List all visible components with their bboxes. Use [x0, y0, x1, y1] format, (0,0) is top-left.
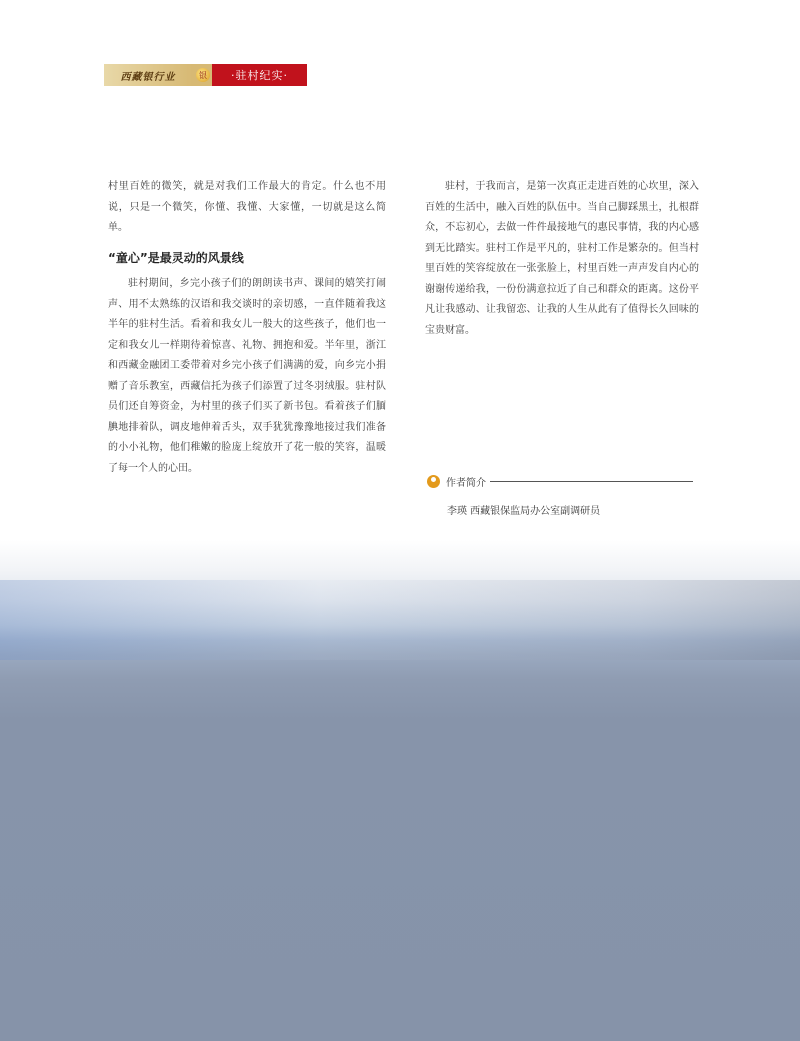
author-label: 作者简介 [446, 477, 486, 489]
paragraph-children: 驻村期间，乡完小孩子们的朗朗读书声、课间的嬉笑打闹声、用不太熟练的汉语和我交谈时的亲切感，一直伴随着我这半年的驻村生活。看着和我女儿一般大的这些孩子，他们也一定和我女儿一样期待着惊喜、礼物、拥抱和爱。半年里，浙江和西藏金融团工委带着对乡完小孩子们满满的爱，向乡完小捐赠了音乐教室，西藏信托为孩子们添置了过冬羽绒服。驻村队员们还自筹资金，为村里的孩子们买了新书包。看着孩子们腼腆地排着队，调皮地伸着舌头，双手犹犹豫豫地接过我们准备的小小礼物，他们稚嫩的脸庞上绽放开了花一般的笑容，温暖了每一个人的心田。 [108, 278, 386, 474]
author-heading [427, 472, 693, 490]
right-column [425, 177, 699, 341]
divider [490, 481, 693, 482]
page-header [104, 64, 307, 86]
person-icon [427, 475, 440, 488]
paragraph-village: 驻村，于我而言，是第一次真正走进百姓的心坎里，深入百姓的生活中，融入百姓的队伍中。当自己脚踩黑土，扎根群众，不忘初心，去做一件件最接地气的惠民事情，我的内心感到无比踏实。驻村工作是平凡的，驻村工作是繁杂的。但当村里百姓的笑容绽放在一张张脸上，村里百姓一声声发自内心的谢谢传递给我，一份份满意拉近了自己和群众的距离。这份平凡让我感动、让我留恋、让我的人生从此有了值得长久回味的宝贵财富。 [425, 181, 699, 336]
left-column [108, 177, 386, 479]
author-bio: 李瑛 西藏银保监局办公室副调研员 [447, 506, 601, 517]
brand-label: 西藏银行业 [104, 64, 192, 86]
paragraph-smile: 村里百姓的微笑，就是对我们工作最大的肯定。什么也不用说，只是一个微笑，你懂、我懂、大家懂，一切就是这么简单。 [108, 181, 386, 233]
subheading: “童心”是最灵动的风景线 [108, 250, 244, 265]
author-section [427, 472, 693, 517]
emblem-icon [192, 64, 212, 86]
background-landscape-photo [0, 540, 800, 1041]
coin-emblem-icon: 银 [196, 68, 210, 82]
section-label: ·驻村纪实· [212, 64, 307, 86]
mountain-haze [0, 580, 800, 660]
